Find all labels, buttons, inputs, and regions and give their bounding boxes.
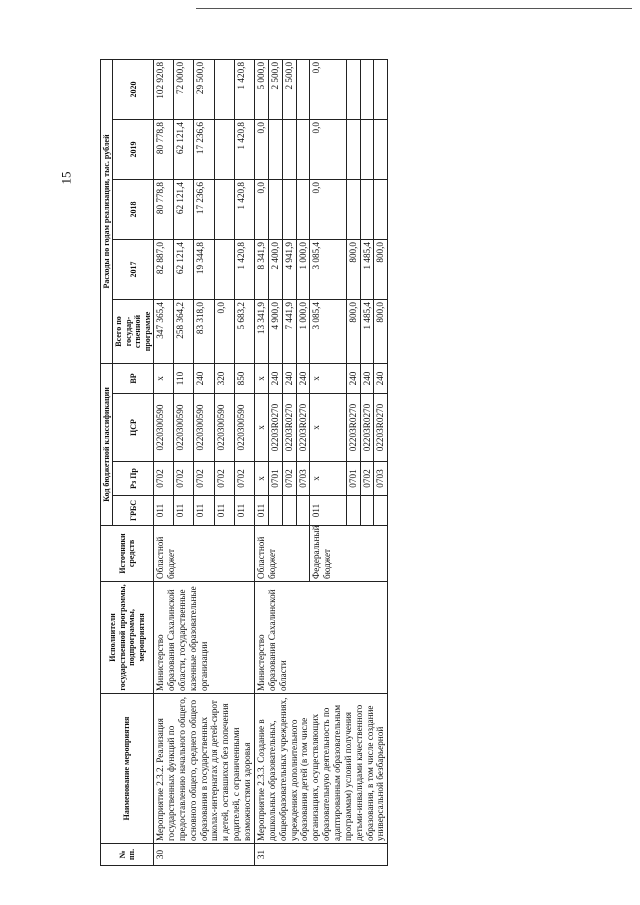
cell-2017: 1 485,4 <box>360 239 374 299</box>
cell-2018 <box>282 179 296 239</box>
cell-csr: 0220300590 <box>194 394 214 462</box>
budget-table <box>100 59 388 866</box>
cell-2017: 3 085,4 <box>310 239 346 299</box>
cell-2017 <box>214 239 234 299</box>
cell-2020: 72 000,0 <box>174 59 194 119</box>
cell-grbs: 011 <box>234 496 254 526</box>
cell-grbs: 011 <box>174 496 194 526</box>
cell-2019: 0,0 <box>310 119 346 179</box>
cell-csr: 02203R0270 <box>282 394 296 462</box>
cell-csr: 0220300590 <box>214 394 234 462</box>
cell-2018: 17 236,6 <box>194 179 214 239</box>
row-number: 31 <box>254 844 387 866</box>
cell-2019: 80 778,8 <box>154 119 174 179</box>
header-grbs: ГРБС <box>113 496 154 526</box>
cell-csr: 02203R0270 <box>374 394 388 462</box>
cell-total: 0,0 <box>214 299 234 363</box>
cell-total: 1 000,0 <box>296 299 310 363</box>
cell-csr: х <box>310 394 346 462</box>
cell-vr: 240 <box>268 363 282 393</box>
cell-2019 <box>296 119 310 179</box>
cell-csr: х <box>254 394 268 462</box>
cell-grbs <box>296 496 310 526</box>
cell-vr: 240 <box>360 363 374 393</box>
page-number: 15 <box>58 171 74 185</box>
cell-2017: 2 400,0 <box>268 239 282 299</box>
cell-2017: 8 341,9 <box>254 239 268 299</box>
cell-2020: 29 500,0 <box>194 59 214 119</box>
cell-2017: 4 941,9 <box>282 239 296 299</box>
cell-vr: 110 <box>174 363 194 393</box>
cell-2019: 1 420,8 <box>234 119 254 179</box>
measure-name: Мероприятие 2.3.3. Создание в дошкольных образовательных, общеобразовательных учреждениях, учреждениях дополнительного образования детей (в том числе организациях, осуществляющих образовательную деятельность по адаптированным образовательным программам) условий получения детьми-инвалидами качественного образования, в том числе создание универсальной безбарьерной <box>254 694 387 844</box>
cell-2017: 1 420,8 <box>234 239 254 299</box>
header-executor: Исполнители государственной программы, подпрограммы, мероприятия <box>101 582 154 694</box>
cell-2020 <box>374 59 388 119</box>
cell-grbs <box>360 496 374 526</box>
cell-rzpr: 0703 <box>296 462 310 496</box>
cell-total: 13 341,9 <box>254 299 268 363</box>
cell-total: 258 364,2 <box>174 299 194 363</box>
cell-2017: 19 344,8 <box>194 239 214 299</box>
table-row <box>254 59 268 865</box>
cell-grbs: 011 <box>154 496 174 526</box>
cell-total: 5 683,2 <box>234 299 254 363</box>
cell-vr: 240 <box>282 363 296 393</box>
cell-2018: 1 420,8 <box>234 179 254 239</box>
cell-2020: 0,0 <box>310 59 346 119</box>
funding-source: Областной бюджет <box>154 526 255 582</box>
measure-executor: Министерство образования Сахалинской области <box>254 582 387 694</box>
budget-table-wrap <box>100 60 586 866</box>
cell-grbs: 011 <box>194 496 214 526</box>
cell-2020: 102 920,8 <box>154 59 174 119</box>
cell-vr: 240 <box>374 363 388 393</box>
cell-2018 <box>296 179 310 239</box>
cell-rzpr: 0702 <box>194 462 214 496</box>
cell-vr: 850 <box>234 363 254 393</box>
cell-csr: 02203R0270 <box>268 394 282 462</box>
cell-2017: 800,0 <box>346 239 360 299</box>
cell-2018 <box>360 179 374 239</box>
cell-csr: 02203R0270 <box>296 394 310 462</box>
cell-total: 347 365,4 <box>154 299 174 363</box>
cell-2018 <box>346 179 360 239</box>
cell-rzpr: 0702 <box>214 462 234 496</box>
cell-total: 7 441,9 <box>282 299 296 363</box>
cell-2018 <box>374 179 388 239</box>
cell-2018: 62 121,4 <box>174 179 194 239</box>
header-budget-code: Код бюджетной классификации <box>101 363 113 525</box>
table-row <box>154 59 174 865</box>
cell-2018 <box>268 179 282 239</box>
cell-csr: 02203R0270 <box>360 394 374 462</box>
cell-vr: 240 <box>346 363 360 393</box>
header-csr: ЦСР <box>113 394 154 462</box>
cell-2019 <box>214 119 234 179</box>
cell-2020 <box>360 59 374 119</box>
cell-total: 83 318,0 <box>194 299 214 363</box>
cell-grbs: 011 <box>310 496 346 526</box>
cell-2017: 800,0 <box>374 239 388 299</box>
cell-rzpr: х <box>254 462 268 496</box>
cell-2017: 62 121,4 <box>174 239 194 299</box>
cell-vr: 240 <box>194 363 214 393</box>
header-expenses: Расходы по годам реализации, тыс. рублей <box>101 59 113 363</box>
header-2019: 2019 <box>113 119 154 179</box>
cell-2020 <box>296 59 310 119</box>
cell-total: 800,0 <box>374 299 388 363</box>
cell-csr: 0220300590 <box>154 394 174 462</box>
cell-rzpr: 0702 <box>282 462 296 496</box>
cell-2018: 0,0 <box>254 179 268 239</box>
cell-2018: 0,0 <box>310 179 346 239</box>
cell-grbs <box>282 496 296 526</box>
header-2017: 2017 <box>113 239 154 299</box>
cell-rzpr: 0701 <box>268 462 282 496</box>
cell-2020: 2 500,0 <box>268 59 282 119</box>
cell-grbs <box>346 496 360 526</box>
cell-csr: 02203R0270 <box>346 394 360 462</box>
cell-rzpr: 0702 <box>360 462 374 496</box>
cell-total: 800,0 <box>346 299 360 363</box>
cell-total: 1 485,4 <box>360 299 374 363</box>
cell-2017: 1 000,0 <box>296 239 310 299</box>
cell-2019: 62 121,4 <box>174 119 194 179</box>
cell-2019 <box>282 119 296 179</box>
measure-name: Мероприятие 2.3.2. Реализация государственных функций по предоставлению начального общего, основного общего, среднего общего образования в государственных школах-интернатах для детей-сирот и детей, оставшихся без попечения родителей, с ограниченными возможностями здоровья <box>154 694 255 844</box>
cell-rzpr: 0702 <box>174 462 194 496</box>
cell-2020 <box>346 59 360 119</box>
cell-2019 <box>346 119 360 179</box>
cell-total: 3 085,4 <box>310 299 346 363</box>
cell-2020: 1 420,8 <box>234 59 254 119</box>
cell-2017: 82 887,0 <box>154 239 174 299</box>
header-total: Всего по государ-ственной программе <box>113 299 154 363</box>
cell-total: 4 900,0 <box>268 299 282 363</box>
cell-2019 <box>268 119 282 179</box>
header-no: № пп. <box>101 844 154 866</box>
cell-rzpr: 0701 <box>346 462 360 496</box>
cell-vr: х <box>310 363 346 393</box>
cell-rzpr: 0702 <box>154 462 174 496</box>
cell-rzpr: 0702 <box>234 462 254 496</box>
cell-vr: х <box>154 363 174 393</box>
header-rzpr: Рз Пр <box>113 462 154 496</box>
cell-csr: 0220300590 <box>174 394 194 462</box>
measure-executor: Министерство образования Сахалинской области, государственные казенные образовательные организации <box>154 582 255 694</box>
cell-2019: 0,0 <box>254 119 268 179</box>
cell-csr: 0220300590 <box>234 394 254 462</box>
funding-source: Федеральный бюджет <box>310 526 388 582</box>
cell-vr: 240 <box>296 363 310 393</box>
funding-source: Областной бюджет <box>254 526 309 582</box>
cell-grbs: 011 <box>254 496 268 526</box>
cell-2018: 80 778,8 <box>154 179 174 239</box>
cell-2019: 17 236,6 <box>194 119 214 179</box>
cell-2020: 2 500,0 <box>282 59 296 119</box>
cell-rzpr: 0703 <box>374 462 388 496</box>
header-2018: 2018 <box>113 179 154 239</box>
cell-2020 <box>214 59 234 119</box>
cell-2020: 5 000,0 <box>254 59 268 119</box>
cell-grbs: 011 <box>214 496 234 526</box>
cell-2019 <box>374 119 388 179</box>
cell-grbs <box>374 496 388 526</box>
cell-vr: 320 <box>214 363 234 393</box>
top-rule <box>196 8 632 9</box>
cell-rzpr: х <box>310 462 346 496</box>
cell-grbs <box>268 496 282 526</box>
row-number: 30 <box>154 844 255 866</box>
cell-vr: х <box>254 363 268 393</box>
header-name: Наименование мероприятия <box>101 694 154 844</box>
header-source: Источники средств <box>101 526 154 582</box>
header-vr: ВР <box>113 363 154 393</box>
cell-2019 <box>360 119 374 179</box>
cell-2018 <box>214 179 234 239</box>
header-2020: 2020 <box>113 59 154 119</box>
